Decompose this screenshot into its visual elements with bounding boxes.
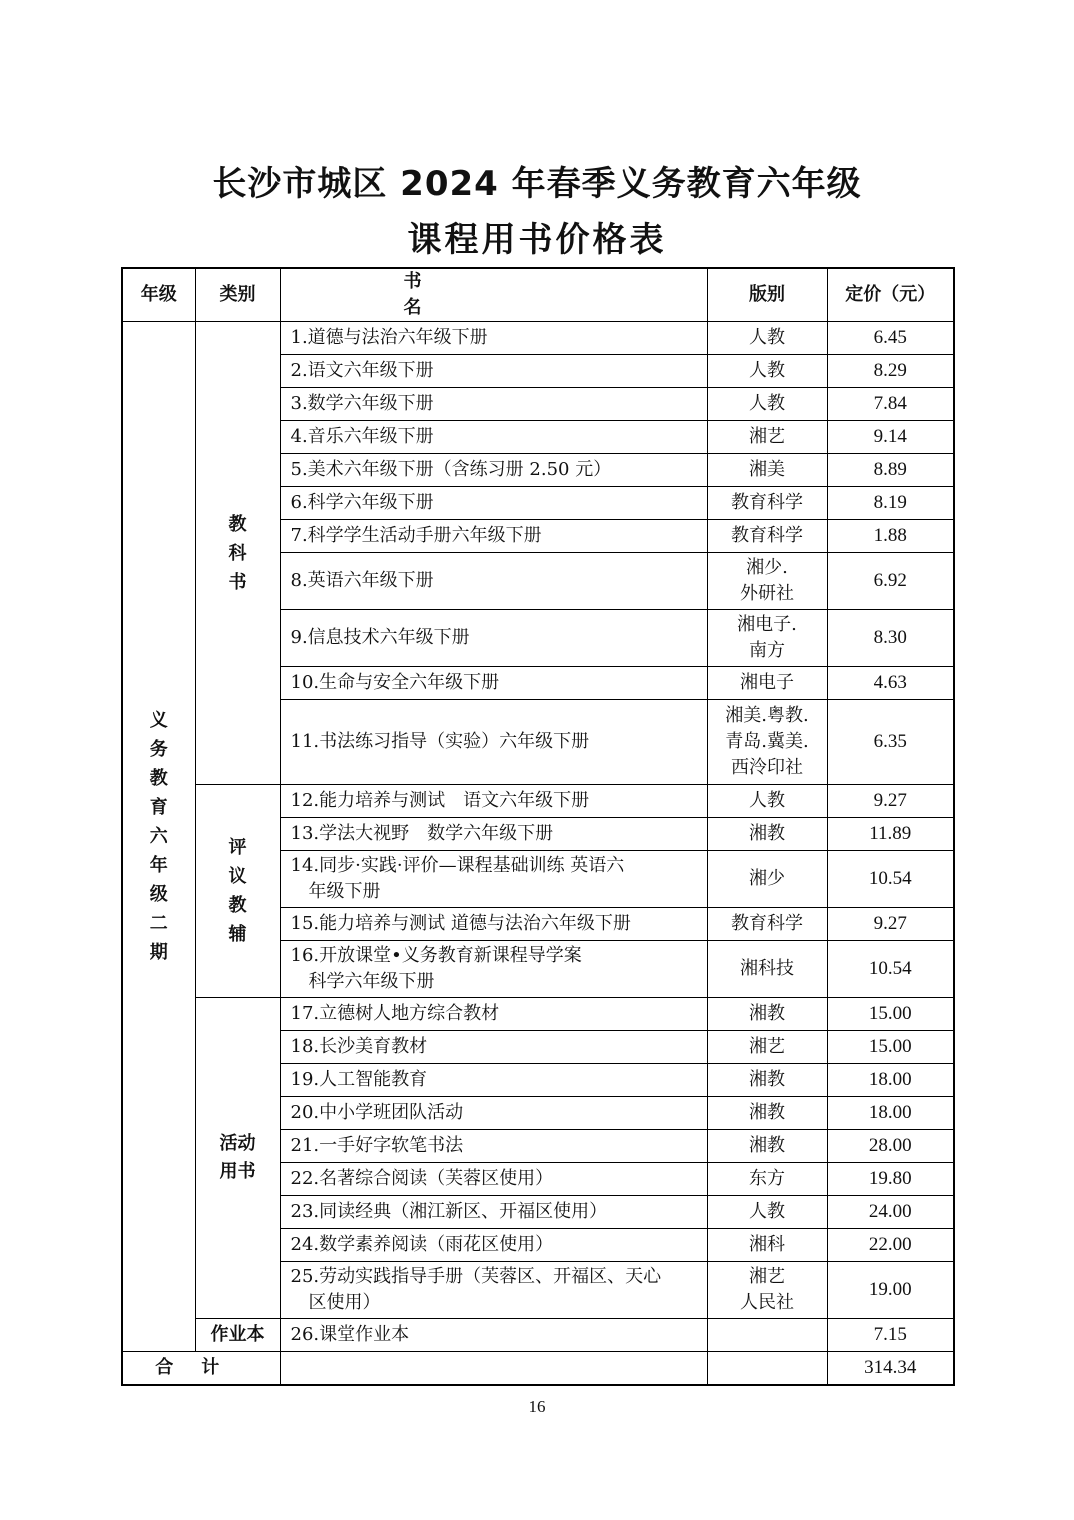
total-empty-pub: [707, 1352, 827, 1385]
table-row: [122, 322, 954, 355]
price: 7.15: [827, 1319, 954, 1352]
book-name: 1.道德与法治六年级下册: [280, 322, 707, 355]
book-name: 5.美术六年级下册（含练习册 2.50 元）: [280, 454, 707, 487]
publisher: 湘教: [707, 818, 827, 851]
publisher: 湘少: [707, 851, 827, 908]
book-name: 3.数学六年级下册: [280, 388, 707, 421]
total-label: 合计: [122, 1352, 280, 1385]
price: 11.89: [827, 818, 954, 851]
price: 8.19: [827, 487, 954, 520]
publisher: 湘科技: [707, 941, 827, 998]
book-name: 6.科学六年级下册: [280, 487, 707, 520]
publisher: 湘科: [707, 1229, 827, 1262]
publisher: 湘电子. 南方: [707, 610, 827, 667]
publisher: 人教: [707, 388, 827, 421]
table-header-row: [122, 268, 954, 322]
category-textbooks: 教科书: [195, 322, 280, 785]
price: 8.30: [827, 610, 954, 667]
book-name: 18.长沙美育教材: [280, 1031, 707, 1064]
price: 18.00: [827, 1097, 954, 1130]
publisher: 教育科学: [707, 520, 827, 553]
publisher: 湘艺 人民社: [707, 1262, 827, 1319]
book-name: 12.能力培养与测试 语文六年级下册: [280, 785, 707, 818]
table-row: [122, 1319, 954, 1352]
publisher: 湘少. 外研社: [707, 553, 827, 610]
total-price: 314.34: [827, 1352, 954, 1385]
price: 6.45: [827, 322, 954, 355]
publisher: 湘艺: [707, 421, 827, 454]
publisher: 湘电子: [707, 667, 827, 700]
publisher: 湘艺: [707, 1031, 827, 1064]
book-name: 26.课堂作业本: [280, 1319, 707, 1352]
publisher: 教育科学: [707, 908, 827, 941]
publisher: 人教: [707, 785, 827, 818]
header-price: 定价（元）: [827, 268, 954, 322]
total-empty-name: [280, 1352, 707, 1385]
publisher: 人教: [707, 322, 827, 355]
price: 10.54: [827, 941, 954, 998]
price: 8.89: [827, 454, 954, 487]
price: 15.00: [827, 998, 954, 1031]
header-book-name: 书 名: [280, 268, 707, 322]
price-table: [121, 267, 955, 1386]
publisher: 湘美: [707, 454, 827, 487]
price: 8.29: [827, 355, 954, 388]
publisher: 人教: [707, 355, 827, 388]
price: 6.92: [827, 553, 954, 610]
price: 9.14: [827, 421, 954, 454]
header-publisher: 版别: [707, 268, 827, 322]
price: 4.63: [827, 667, 954, 700]
total-row: [122, 1352, 954, 1385]
price: 6.35: [827, 700, 954, 785]
table-row: [122, 998, 954, 1031]
category-review: 评议教辅: [195, 785, 280, 998]
book-name: 10.生命与安全六年级下册: [280, 667, 707, 700]
publisher: 教育科学: [707, 487, 827, 520]
book-name: 22.名著综合阅读（芙蓉区使用）: [280, 1163, 707, 1196]
book-name: 7.科学学生活动手册六年级下册: [280, 520, 707, 553]
publisher: 湘教: [707, 1097, 827, 1130]
book-name: 13.学法大视野 数学六年级下册: [280, 818, 707, 851]
book-name: 20.中小学班团队活动: [280, 1097, 707, 1130]
publisher: 东方: [707, 1163, 827, 1196]
publisher: [707, 1319, 827, 1352]
price: 28.00: [827, 1130, 954, 1163]
category-activity: 活动用书: [195, 998, 280, 1319]
book-name: 11.书法练习指导（实验）六年级下册: [280, 700, 707, 785]
book-name: 25.劳动实践指导手册（芙蓉区、开福区、天心 区使用）: [280, 1262, 707, 1319]
document-title-line1: 长沙市城区 2024 年春季义务教育六年级: [212, 164, 862, 204]
book-name: 15.能力培养与测试 道德与法治六年级下册: [280, 908, 707, 941]
book-name: 16.开放课堂•义务教育新课程导学案 科学六年级下册: [280, 941, 707, 998]
book-name: 17.立德树人地方综合教材: [280, 998, 707, 1031]
grade-cell: 义务教育六年级二期: [122, 322, 195, 1352]
price: 22.00: [827, 1229, 954, 1262]
book-name: 8.英语六年级下册: [280, 553, 707, 610]
book-name: 9.信息技术六年级下册: [280, 610, 707, 667]
publisher: 湘教: [707, 1130, 827, 1163]
document-title-line2: 课程用书价格表: [407, 220, 667, 260]
book-name: 19.人工智能教育: [280, 1064, 707, 1097]
price: 19.00: [827, 1262, 954, 1319]
page-number: 16: [528, 1397, 546, 1416]
publisher: 湘教: [707, 998, 827, 1031]
book-name: 14.同步·实践·评价—课程基础训练 英语六 年级下册: [280, 851, 707, 908]
book-name: 24.数学素养阅读（雨花区使用）: [280, 1229, 707, 1262]
price: 18.00: [827, 1064, 954, 1097]
publisher: 湘美.粤教. 青岛.冀美. 西泠印社: [707, 700, 827, 785]
book-name: 23.同读经典（湘江新区、开福区使用）: [280, 1196, 707, 1229]
book-name: 21.一手好字软笔书法: [280, 1130, 707, 1163]
header-grade: 年级: [122, 268, 195, 322]
price: 19.80: [827, 1163, 954, 1196]
publisher: 人教: [707, 1196, 827, 1229]
header-category: 类别: [195, 268, 280, 322]
price: 10.54: [827, 851, 954, 908]
price: 15.00: [827, 1031, 954, 1064]
table-row: [122, 785, 954, 818]
price: 7.84: [827, 388, 954, 421]
price: 9.27: [827, 908, 954, 941]
book-name: 4.音乐六年级下册: [280, 421, 707, 454]
book-name: 2.语文六年级下册: [280, 355, 707, 388]
publisher: 湘教: [707, 1064, 827, 1097]
price: 1.88: [827, 520, 954, 553]
price: 24.00: [827, 1196, 954, 1229]
category-homework: 作业本: [195, 1319, 280, 1352]
price: 9.27: [827, 785, 954, 818]
